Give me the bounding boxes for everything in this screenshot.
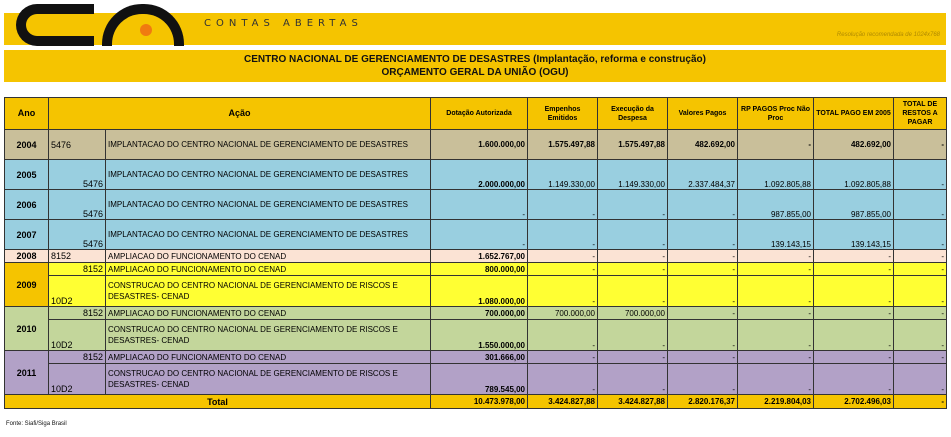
total-execucao: 3.424.827,88 — [598, 395, 668, 409]
cell-dotacao: 700.000,00 — [431, 307, 528, 320]
cell-valores: - — [668, 364, 738, 395]
cell-empenhos: - — [528, 276, 598, 307]
cell-code: 5476 — [49, 220, 106, 250]
cell-rp: - — [738, 351, 814, 364]
cell-dotacao: - — [431, 220, 528, 250]
cell-desc: AMPLIACAO DO FUNCIONAMENTO DO CENAD — [106, 250, 431, 263]
cell-code: 10D2 — [49, 364, 106, 395]
cell-restos: - — [894, 190, 947, 220]
cell-execucao: - — [598, 351, 668, 364]
cell-total-pago: 987.855,00 — [814, 190, 894, 220]
cell-restos: - — [894, 276, 947, 307]
cell-desc: CONSTRUCAO DO CENTRO NACIONAL DE GERENCIAMENTO DE RISCOS E DESASTRES- CENAD — [106, 320, 431, 351]
cell-desc: CONSTRUCAO DO CENTRO NACIONAL DE GERENCIAMENTO DE RISCOS E DESASTRES- CENAD — [106, 276, 431, 307]
cell-ano: 2010 — [5, 307, 49, 351]
col-header-empenhos: Empenhos Emitidos — [528, 98, 598, 130]
cell-code: 5476 — [49, 190, 106, 220]
cell-valores: - — [668, 320, 738, 351]
resolution-note: Resolução recomendada de 1024x768 — [836, 32, 940, 38]
cell-code: 8152 — [49, 250, 106, 263]
title-line-1: CENTRO NACIONAL DE GERENCIAMENTO DE DESASTRES (Implantação, reforma e construção) — [244, 54, 706, 65]
cell-valores: - — [668, 250, 738, 263]
col-header-acao: Ação — [49, 98, 431, 130]
total-dotacao: 10.473.978,00 — [431, 395, 528, 409]
cell-valores: - — [668, 263, 738, 276]
cell-valores: - — [668, 276, 738, 307]
cell-restos: - — [894, 130, 947, 160]
cell-total-pago: - — [814, 364, 894, 395]
cell-dotacao: 1.080.000,00 — [431, 276, 528, 307]
table-row — [5, 320, 947, 351]
cell-empenhos: - — [528, 263, 598, 276]
col-header-restos: TOTAL DE RESTOS A PAGAR — [894, 98, 947, 130]
cell-code: 8152 — [49, 351, 106, 364]
total-rp: 2.219.804,03 — [738, 395, 814, 409]
col-header-rp: RP PAGOS Proc Não Proc — [738, 98, 814, 130]
table-row — [5, 263, 947, 276]
cell-code: 5476 — [49, 160, 106, 190]
table-row — [5, 130, 947, 160]
brand-name: CONTAS ABERTAS — [204, 18, 363, 29]
cell-execucao: - — [598, 220, 668, 250]
cell-empenhos: - — [528, 250, 598, 263]
logo-c-shape — [16, 4, 94, 46]
cell-ano: 2005 — [5, 160, 49, 190]
cell-execucao: 1.149.330,00 — [598, 160, 668, 190]
cell-execucao: 1.575.497,88 — [598, 130, 668, 160]
table-row — [5, 351, 947, 364]
cell-restos: - — [894, 351, 947, 364]
cell-rp: - — [738, 320, 814, 351]
cell-restos: - — [894, 160, 947, 190]
col-header-execucao: Execução da Despesa — [598, 98, 668, 130]
cell-execucao: - — [598, 263, 668, 276]
cell-total-pago: - — [814, 250, 894, 263]
header-banner — [4, 4, 946, 46]
cell-rp: - — [738, 263, 814, 276]
cell-rp: 139.143,15 — [738, 220, 814, 250]
cell-total-pago: 482.692,00 — [814, 130, 894, 160]
cell-empenhos: 1.149.330,00 — [528, 160, 598, 190]
cell-code: 5476 — [49, 130, 106, 160]
cell-dotacao: 301.666,00 — [431, 351, 528, 364]
cell-valores: - — [668, 307, 738, 320]
cell-execucao: - — [598, 276, 668, 307]
cell-desc: IMPLANTACAO DO CENTRO NACIONAL DE GERENCIAMENTO DE DESASTRES — [106, 220, 431, 250]
table-row — [5, 250, 947, 263]
cell-code: 8152 — [49, 307, 106, 320]
cell-dotacao: - — [431, 190, 528, 220]
cell-empenhos: - — [528, 220, 598, 250]
cell-ano: 2004 — [5, 130, 49, 160]
logo-dot — [140, 24, 152, 36]
cell-ano: 2009 — [5, 263, 49, 307]
cell-code: 10D2 — [49, 320, 106, 351]
cell-total-pago: - — [814, 276, 894, 307]
cell-dotacao: 1.550.000,00 — [431, 320, 528, 351]
cell-total-pago: - — [814, 307, 894, 320]
cell-ano: 2011 — [5, 351, 49, 395]
cell-empenhos: 1.575.497,88 — [528, 130, 598, 160]
cell-rp: - — [738, 250, 814, 263]
table-row — [5, 276, 947, 307]
cell-empenhos: - — [528, 320, 598, 351]
table-row — [5, 190, 947, 220]
table-header-row — [5, 98, 947, 130]
cell-rp: - — [738, 307, 814, 320]
cell-empenhos: 700.000,00 — [528, 307, 598, 320]
cell-desc: AMPLIACAO DO FUNCIONAMENTO DO CENAD — [106, 263, 431, 276]
total-total-pago: 2.702.496,03 — [814, 395, 894, 409]
table-row — [5, 307, 947, 320]
cell-total-pago: 1.092.805,88 — [814, 160, 894, 190]
cell-execucao: - — [598, 320, 668, 351]
cell-valores: - — [668, 220, 738, 250]
cell-dotacao: 789.545,00 — [431, 364, 528, 395]
total-row — [5, 395, 947, 409]
cell-total-pago: - — [814, 263, 894, 276]
cell-total-pago: - — [814, 320, 894, 351]
cell-desc: IMPLANTACAO DO CENTRO NACIONAL DE GERENCIAMENTO DE DESASTRES — [106, 130, 431, 160]
cell-code: 10D2 — [49, 276, 106, 307]
total-valores: 2.820.176,37 — [668, 395, 738, 409]
cell-valores: - — [668, 190, 738, 220]
cell-rp: - — [738, 276, 814, 307]
cell-dotacao: 800.000,00 — [431, 263, 528, 276]
title-line-2: ORÇAMENTO GERAL DA UNIÃO (OGU) — [381, 67, 569, 78]
cell-desc: IMPLANTACAO DO CENTRO NACIONAL DE GERENCIAMENTO DE DESASTRES — [106, 160, 431, 190]
cell-ano: 2008 — [5, 250, 49, 263]
cell-empenhos: - — [528, 190, 598, 220]
cell-restos: - — [894, 307, 947, 320]
cell-rp: 1.092.805,88 — [738, 160, 814, 190]
cell-valores: 482.692,00 — [668, 130, 738, 160]
total-label: Total — [5, 395, 431, 409]
cell-desc: AMPLIACAO DO FUNCIONAMENTO DO CENAD — [106, 351, 431, 364]
cell-restos: - — [894, 364, 947, 395]
table-row — [5, 160, 947, 190]
col-header-total-pago: TOTAL PAGO EM 2005 — [814, 98, 894, 130]
budget-table — [4, 97, 947, 409]
total-empenhos: 3.424.827,88 — [528, 395, 598, 409]
cell-execucao: - — [598, 250, 668, 263]
cell-restos: - — [894, 263, 947, 276]
cell-ano: 2007 — [5, 220, 49, 250]
cell-dotacao: 2.000.000,00 — [431, 160, 528, 190]
cell-ano: 2006 — [5, 190, 49, 220]
cell-execucao: 700.000,00 — [598, 307, 668, 320]
cell-restos: - — [894, 220, 947, 250]
cell-rp: 987.855,00 — [738, 190, 814, 220]
cell-dotacao: 1.600.000,00 — [431, 130, 528, 160]
source-note: Fonte: Siafi/Siga Brasil — [6, 421, 67, 427]
col-header-valores: Valores Pagos — [668, 98, 738, 130]
cell-execucao: - — [598, 364, 668, 395]
table-row — [5, 220, 947, 250]
cell-desc: IMPLANTACAO DO CENTRO NACIONAL DE GERENCIAMENTO DE DESASTRES — [106, 190, 431, 220]
cell-desc: AMPLIACAO DO FUNCIONAMENTO DO CENAD — [106, 307, 431, 320]
table-row — [5, 364, 947, 395]
cell-rp: - — [738, 364, 814, 395]
page-title — [4, 50, 946, 82]
cell-code: 8152 — [49, 263, 106, 276]
col-header-ano: Ano — [5, 98, 49, 130]
cell-total-pago: - — [814, 351, 894, 364]
cell-empenhos: - — [528, 351, 598, 364]
cell-empenhos: - — [528, 364, 598, 395]
cell-valores: 2.337.484,37 — [668, 160, 738, 190]
cell-desc: CONSTRUCAO DO CENTRO NACIONAL DE GERENCIAMENTO DE RISCOS E DESASTRES- CENAD — [106, 364, 431, 395]
cell-restos: - — [894, 250, 947, 263]
col-header-dotacao: Dotação Autorizada — [431, 98, 528, 130]
total-restos: - — [894, 395, 947, 409]
cell-dotacao: 1.652.767,00 — [431, 250, 528, 263]
cell-valores: - — [668, 351, 738, 364]
cell-execucao: - — [598, 190, 668, 220]
cell-rp: - — [738, 130, 814, 160]
cell-restos: - — [894, 320, 947, 351]
cell-total-pago: 139.143,15 — [814, 220, 894, 250]
